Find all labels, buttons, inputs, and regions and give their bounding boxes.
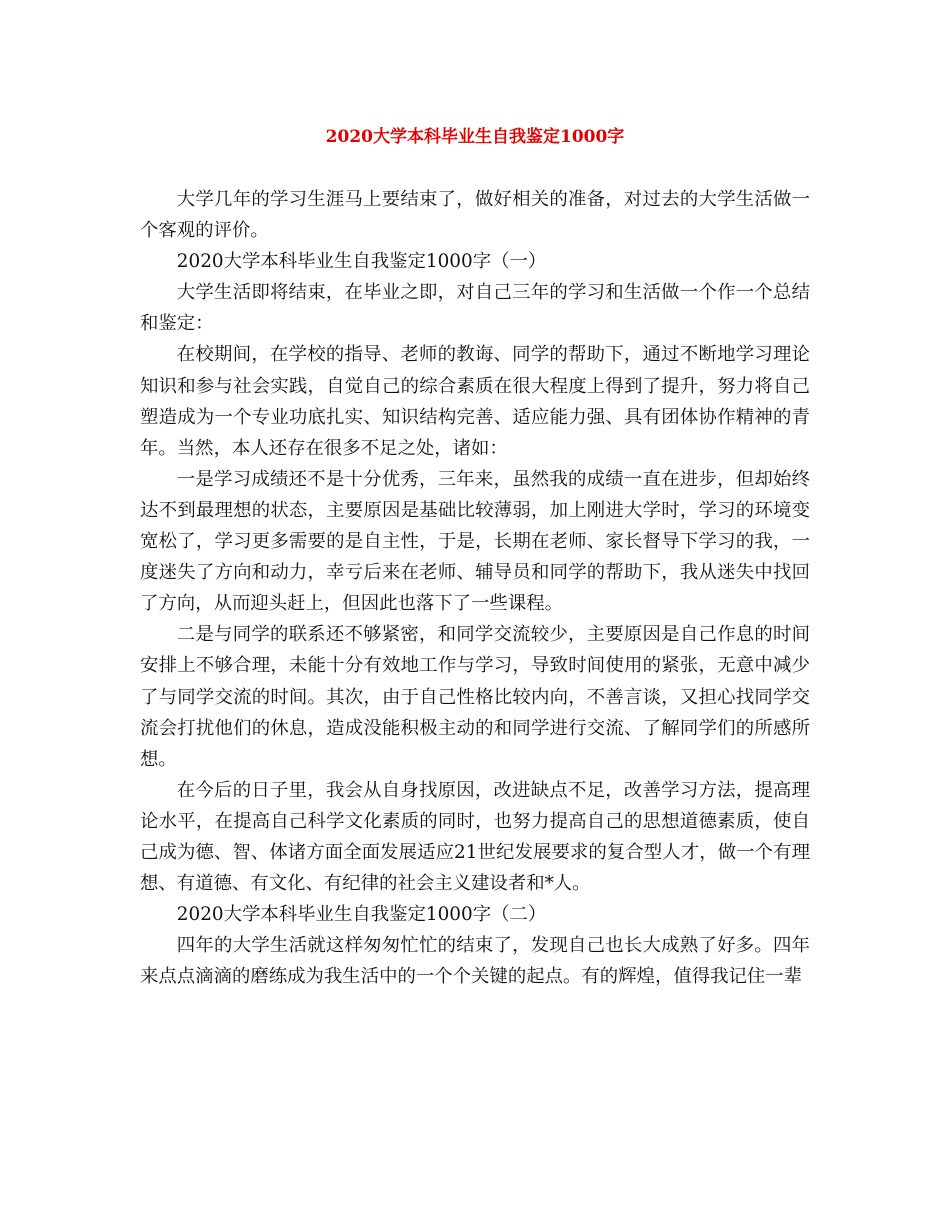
paragraph: 一是学习成绩还不是十分优秀，三年来，虽然我的成绩一直在进步，但却始终达不到最理想的状态，主要原因是基础比较薄弱，加上刚进大学时，学习的环境变宽松了，学习更多需要的是自主性，于是，长期在老师、家长督导下学习的我，一度迷失了方向和动力，幸亏后来在老师、辅导员和同学的帮助下，我从迷失中找回了方向，从而迎头赶上，但因此也落下了一些课程。 <box>140 468 810 615</box>
paragraph: 四年的大学生活就这样匆匆忙忙的结束了，发现自己也长大成熟了好多。四年来点点滴滴的磨练成为我生活中的一个个关键的起点。有的辉煌，值得我记住一辈 <box>140 935 810 988</box>
paragraph: 在校期间，在学校的指导、老师的教诲、同学的帮助下，通过不断地学习理论知识和参与社会实践，自觉自己的综合素质在很大程度上得到了提升，努力将自己塑造成为一个专业功底扎实、知识结构完善、适应能力强、具有团体协作精神的青年。当然，本人还存在很多不足之处，诸如： <box>140 344 810 459</box>
document-body <box>140 184 810 992</box>
paragraph-intro: 大学几年的学习生涯马上要结束了，做好相关的准备，对过去的大学生活做一个客观的评价。 <box>140 189 810 242</box>
paragraph: 二是与同学的联系还不够紧密，和同学交流较少，主要原因是自己作息的时间安排上不够合理，未能十分有效地工作与学习，导致时间使用的紧张，无意中减少了与同学交流的时间。其次，由于自己性格比较内向，不善言谈，又担心找同学交流会打扰他们的休息，造成没能积极主动的和同学进行交流、了解同学们的所感所想。 <box>140 624 810 770</box>
document-title: 2020大学本科毕业生自我鉴定1000字 <box>325 127 625 147</box>
section-heading-one: 2020大学本科毕业生自我鉴定1000字（一） <box>176 251 547 273</box>
paragraph: 在今后的日子里，我会从自身找原因，改进缺点不足，改善学习方法，提高理论水平，在提高自己科学文化素质的同时，也努力提高自己的思想道德素质，使自己成为德、智、体诸方面全面发展适应21世纪发展要求的复合型人才，做一个有理想、有道德、有文化、有纪律的社会主义建设者和*人。 <box>140 779 810 895</box>
paragraph: 大学生活即将结束，在毕业之即，对自己三年的学习和生活做一个作一个总结和鉴定： <box>140 282 810 335</box>
section-heading-two: 2020大学本科毕业生自我鉴定1000字（二） <box>176 904 547 926</box>
